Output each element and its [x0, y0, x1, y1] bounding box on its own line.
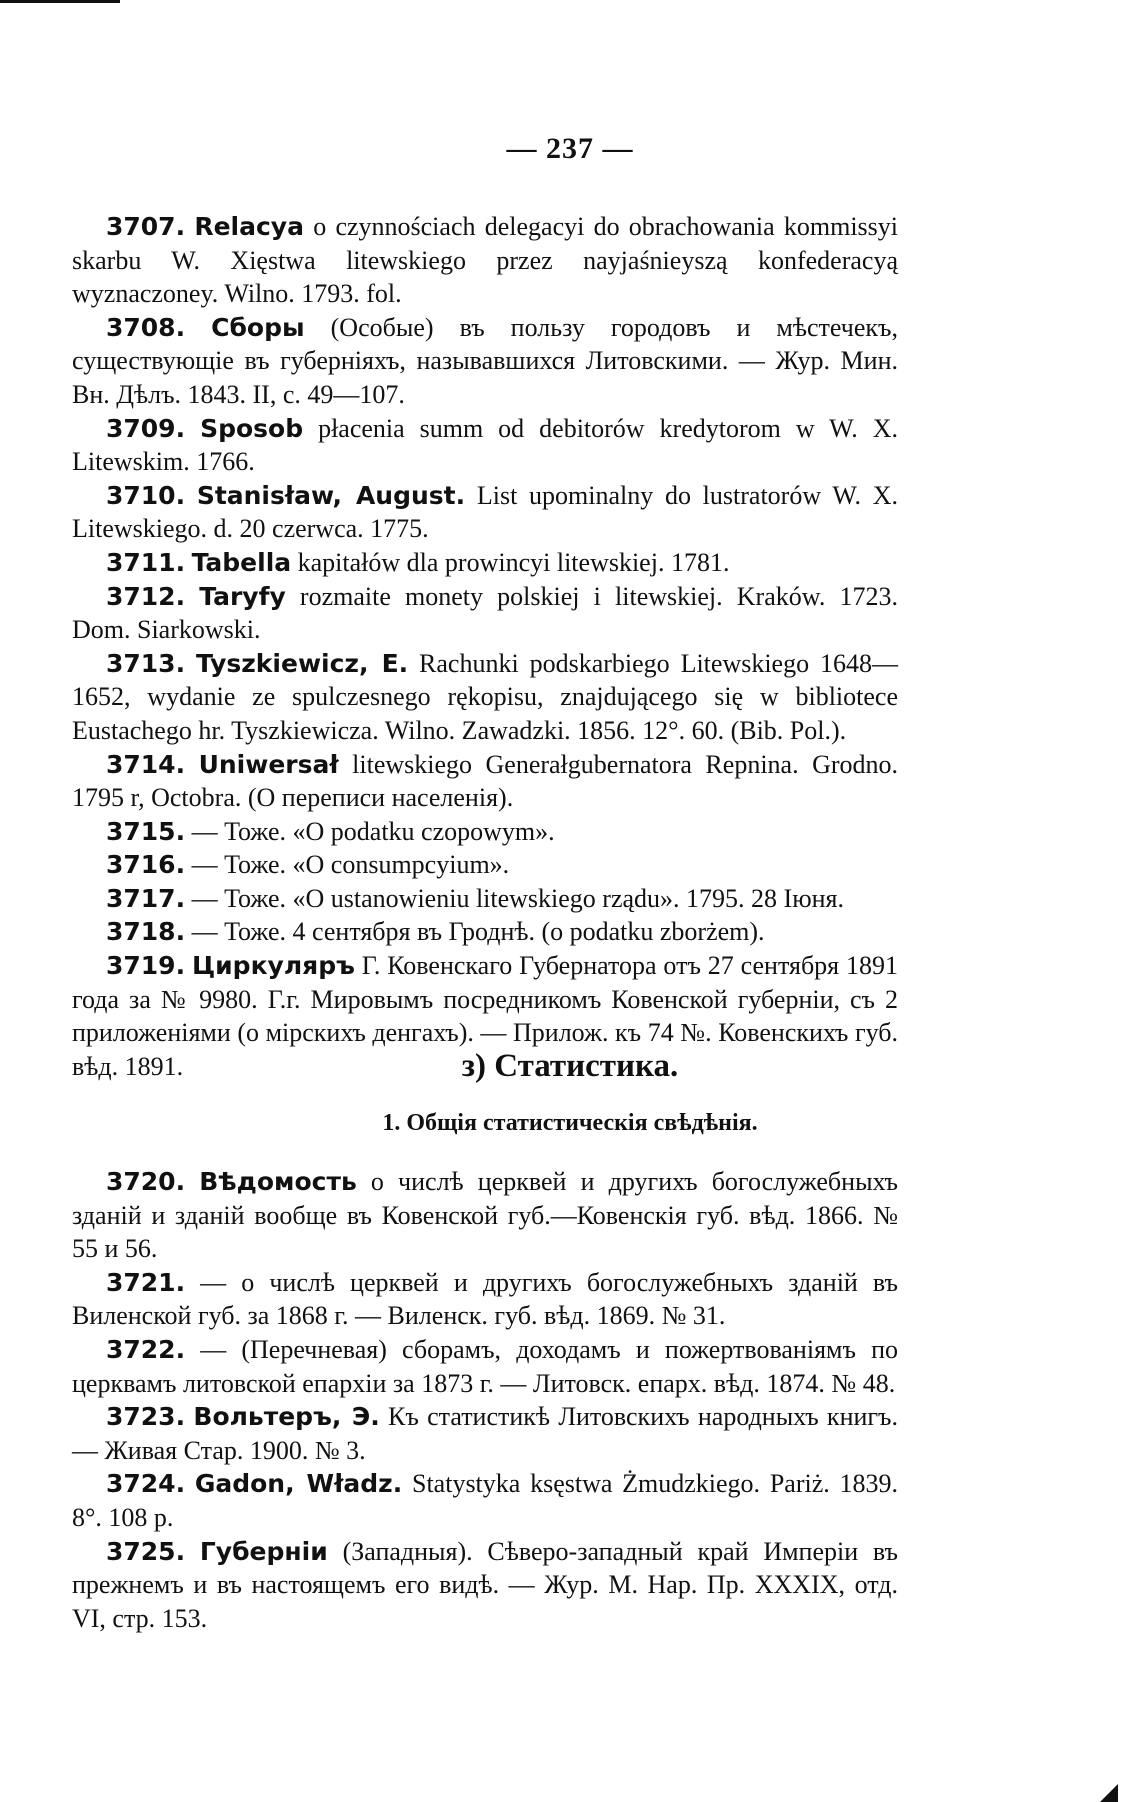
entries-after-section [72, 1165, 898, 1635]
entry [72, 546, 898, 580]
entry [72, 1333, 898, 1400]
entry-text: List upominalny do lustratorów W. X. Litewskiego. d. 20 czerwca. 1775. [72, 480, 899, 544]
entry-number: 3707. [106, 212, 186, 241]
entry-number: 3719. [106, 951, 186, 981]
entry [72, 1165, 898, 1266]
entry-heading: Вольтеръ, Э. [193, 1402, 380, 1432]
entries-before-section [72, 210, 898, 1083]
entry [72, 815, 898, 849]
entry-heading: Taryfy [199, 581, 286, 611]
entry-text: Къ статистикѣ Литовскихъ народныхъ книгъ. — Живая Стар. 1900. № 3. [72, 1402, 898, 1465]
entry-number: 3713. [106, 648, 186, 678]
entry-number: 3715. [106, 816, 186, 846]
entry-heading: Sposob [200, 413, 304, 443]
entry [72, 210, 898, 311]
entry-text: — (Перечневая) сборамъ, доходамъ и пожертвованіямъ по церквамъ литовской епархіи за 1873 г. — Литовск. епарх. вѣд. 1874. № 48. [72, 1334, 898, 1398]
entry-text: rozmaite monety polskiej i litewskiej. Kraków. 1723. Dom. Siarkowski. [72, 581, 899, 645]
entry-number: 3708. [106, 312, 186, 342]
entry-text: о числѣ церквей и другихъ богослужебныхъ зданій и зданій вообще въ Ковенской губ.—Ковенскія губ. вѣд. 1866. № 55 и 56. [72, 1167, 898, 1264]
entry-heading: Tabella [191, 547, 292, 577]
entry-number: 3724. [106, 1469, 186, 1499]
entry-number: 3712. [106, 581, 186, 611]
entry [72, 1467, 898, 1534]
entry [72, 848, 898, 882]
entry-text: — о числѣ церквей и другихъ богослужебныхъ зданій въ Виленской губ. за 1868 г. — Виленск. губ. вѣд. 1869. № 31. [72, 1267, 898, 1331]
entry-text: litewskiego Generałgubernatora Repnina. Grodno. 1795 r, Octobra. (О переписи населенія). [72, 749, 899, 813]
entry-number: 3711. [106, 547, 186, 577]
entry-text: — Тоже. «O ustanowieniu litewskiego rządu». 1795. 28 Іюня. [185, 883, 845, 913]
entry-heading: Gadon, Władz. [194, 1469, 403, 1499]
entry-number: 3718. [106, 917, 186, 947]
entry-number: 3723. [106, 1402, 186, 1432]
entry [72, 647, 898, 748]
entry-heading: Stanisław, August. [196, 480, 466, 510]
scan-mark-top-left [0, 0, 120, 3]
entry-number: 3709. [106, 413, 186, 443]
entry [72, 479, 898, 546]
entry-number: 3717. [106, 883, 186, 913]
entry-heading: Циркуляръ [191, 951, 355, 981]
entry-text: — Тоже. «O consumpcyium». [185, 850, 510, 880]
entry-heading: Вѣдомость [199, 1167, 357, 1196]
entry-heading: Губерніи [199, 1536, 328, 1566]
entry [72, 882, 898, 916]
entry-number: 3710. [106, 480, 186, 510]
section-title: з) Статистика. [461, 1048, 679, 1084]
entry [72, 1400, 898, 1467]
entry [72, 311, 898, 412]
entry-heading: Сборы [211, 312, 305, 342]
entry-text: o czynnościach delegacyi do obrachowania kommissyi skarbu W. Xięstwa litewskiego przez nayjaśnieyszą konfederacyą wyznaczoney. Wilno. 1793. fol. [72, 212, 899, 309]
entry-text: Г. Ковенскаго Губернатора отъ 27 сентября 1891 года за № 9980. Г.г. Мировымъ посредникомъ Ковенской губерніи, съ 2 приложеніями (о мірскихъ денгахъ). — Прилож. къ 74 №. Ковенскихъ губ. вѣд. 1891. [72, 951, 899, 1081]
entry-text: — Тоже. 4 сентября въ Гроднѣ. (o podatku zborżem). [185, 917, 765, 947]
entry-number: 3721. [106, 1267, 186, 1297]
entry-number: 3722. [106, 1334, 186, 1364]
entry [72, 412, 898, 479]
entry-number: 3716. [106, 850, 186, 880]
page-number: — 237 — [506, 132, 634, 165]
entry-text: płacenia summ od debitorów kredytorom w W. X. Litewskim. 1766. [72, 413, 899, 477]
entry [72, 915, 898, 949]
entry-number: 3714. [106, 749, 186, 779]
entry-number: 3725. [106, 1536, 186, 1566]
subsection-title: 1. Общія статистическія свѣдѣнія. [382, 1110, 758, 1136]
entry-text: (Западныя). Сѣверо-западный край Имперіи въ прежнемъ и въ настоящемъ его видѣ. — Жур. М. Нар. Пр. XXXIX, отд. VI, стр. 153. [72, 1536, 898, 1633]
entry-heading: Tyszkiewicz, E. [195, 648, 409, 678]
entry-number: 3720. [106, 1167, 186, 1196]
entry [72, 748, 898, 815]
entry [72, 1266, 898, 1333]
entry-text: Rachunki podskarbiego Litewskiego 1648—1652, wydanie ze spulczesnego rękopisu, znajdującego się w bibliotece Eustachego hr. Tyszkiewicza. Wilno. Zawadzki. 1856. 12°. 60. (Bib. Pol.). [72, 648, 898, 745]
scan-mark-bottom-right [1100, 1784, 1118, 1802]
entry-text: — Тоже. «O podatku czopowym». [185, 816, 555, 846]
entry [72, 1535, 898, 1636]
entry-text: kapitałów dla prowincyi litewskiej. 1781. [291, 547, 730, 577]
entry [72, 580, 898, 647]
entry-heading: Uniwersał [198, 749, 339, 779]
entry-heading: Relacya [194, 212, 304, 241]
entry-text: (Особые) въ пользу городовъ и мѣстечекъ, существующіе въ губерніяхъ, называвшихся Литовскими. — Жур. Мин. Вн. Дѣлъ. 1843. II, с. 49—107. [72, 312, 898, 409]
entry-text: Statystyka ksęstwa Żmudzkiego. Pariż. 1839. 8°. 108 p. [72, 1469, 898, 1532]
